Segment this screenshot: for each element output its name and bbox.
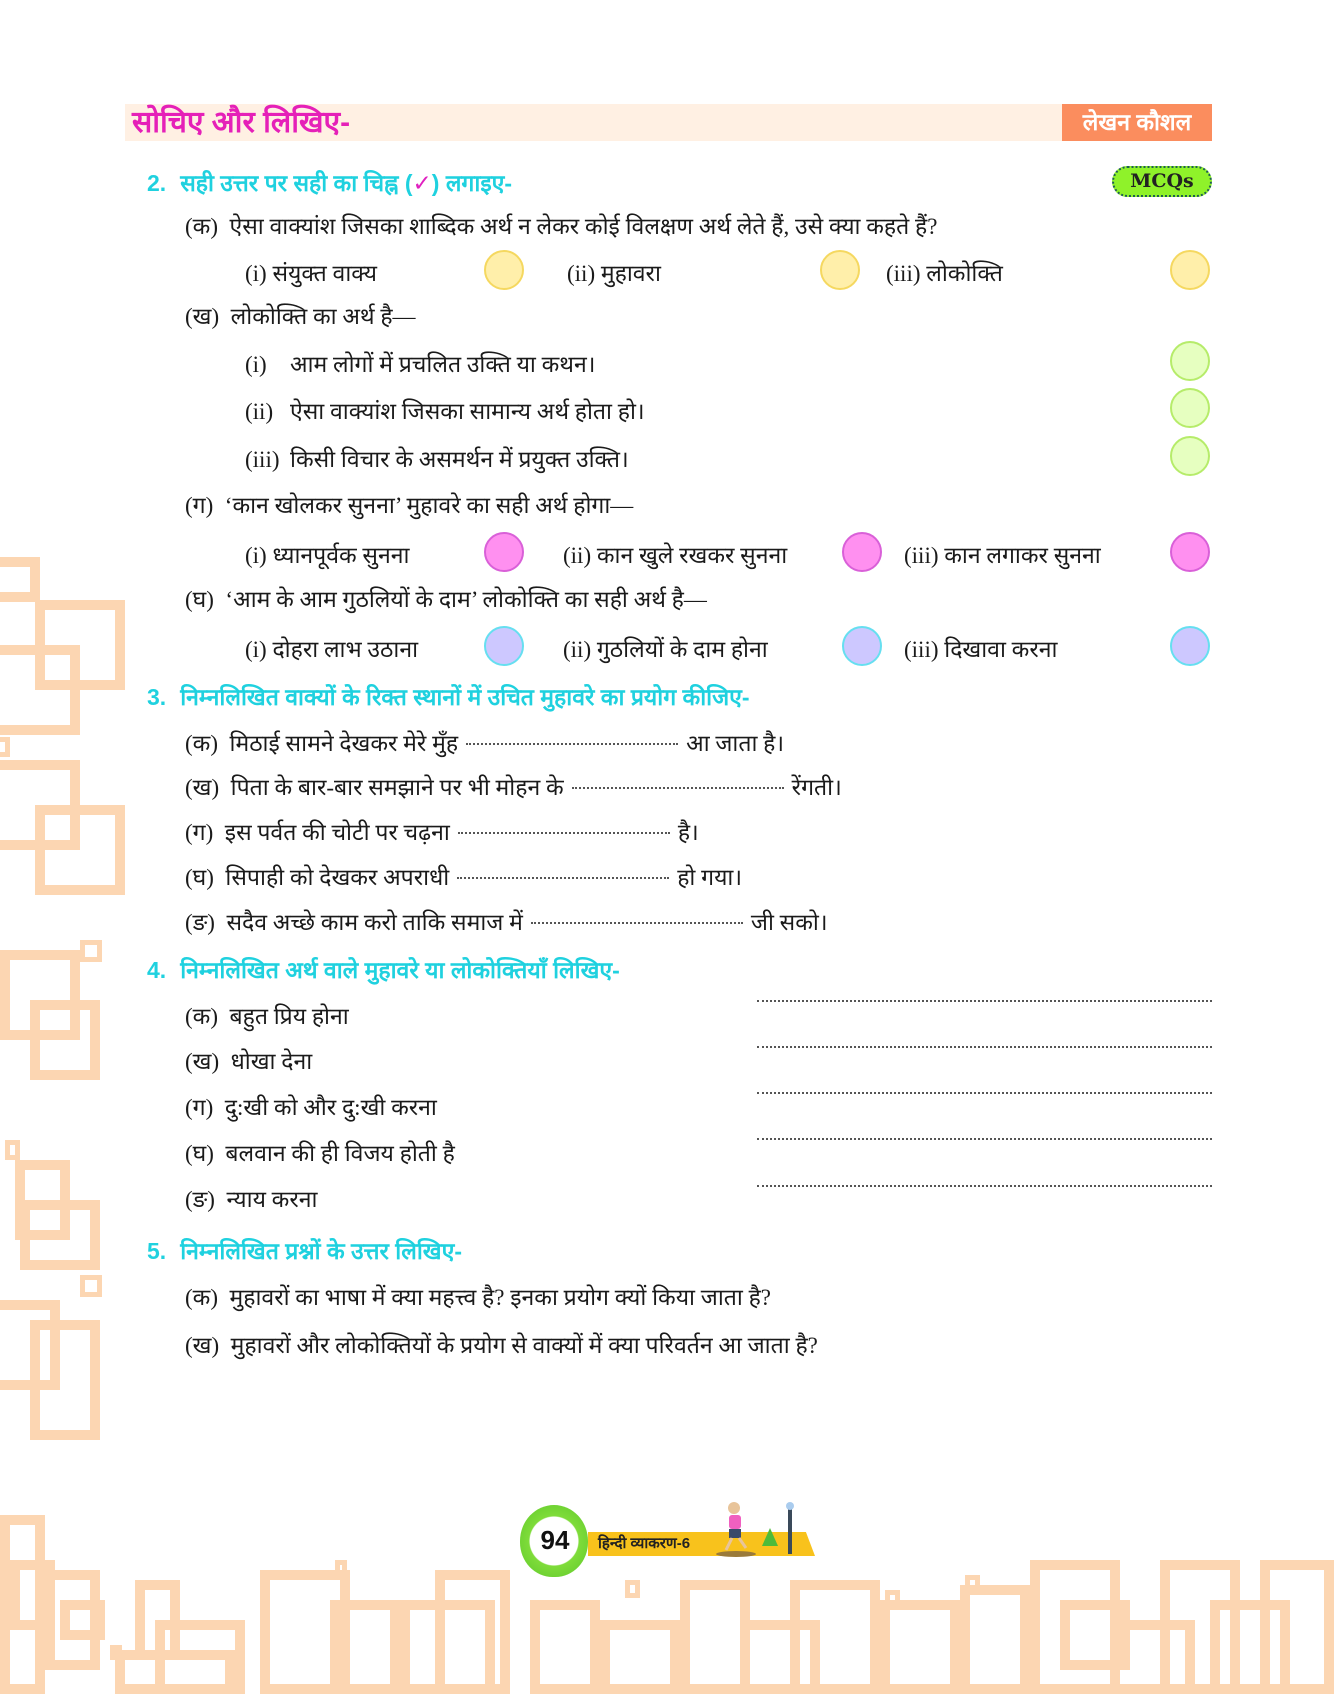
decor-square — [35, 805, 125, 895]
meaning-4c — [185, 1090, 437, 1122]
option-text: आम लोगों में प्रचलित उक्ति या कथन। — [290, 352, 596, 377]
answer-checkbox-2c-iii[interactable] — [1170, 532, 1210, 572]
question-5b — [185, 1328, 818, 1360]
decor-square — [30, 1000, 100, 1080]
option-2a-iii: (iii) लोकोक्ति — [886, 261, 1003, 286]
decor-square — [0, 737, 10, 757]
option-number: (iii) — [245, 447, 280, 472]
option-text: ऐसा वाक्यांश जिसका सामान्य अर्थ होता हो। — [290, 399, 645, 424]
item-label: (ख) — [185, 775, 220, 800]
question-4-heading — [147, 953, 620, 985]
item-label: (ङ) — [185, 910, 215, 935]
blank-input[interactable] — [457, 877, 669, 879]
answer-line-4a[interactable] — [757, 1000, 1212, 1002]
question-number: 4. — [147, 957, 167, 983]
item-text: है। — [677, 820, 699, 845]
blank-input[interactable] — [531, 922, 743, 924]
answer-line-4c[interactable] — [757, 1092, 1212, 1094]
decor-square — [80, 1275, 102, 1297]
option-2c-i: (i) ध्यानपूर्वक सुनना — [245, 543, 410, 568]
fill-blank-3a — [185, 726, 784, 758]
item-text: न्याय करना — [226, 1187, 318, 1212]
item-text: ऐसा वाक्यांश जिसका शाब्दिक अर्थ न लेकर कोई विलक्षण अर्थ लेते हैं, उसे क्या कहते हैं? — [229, 214, 938, 239]
meaning-4b — [185, 1044, 312, 1076]
option-2a-i: (i) संयुक्त वाक्य — [245, 261, 377, 286]
item-text: जी सको। — [750, 910, 828, 935]
option-2b-ii — [245, 394, 645, 426]
item-text: लोकोक्ति का अर्थ है— — [230, 304, 416, 329]
meaning-4e — [185, 1182, 317, 1214]
item-text: सिपाही को देखकर अपराधी — [225, 865, 450, 890]
decor-square — [600, 1620, 680, 1694]
item-text: मिठाई सामने देखकर मेरे मुँह — [229, 731, 459, 756]
option-2c-iii: (iii) कान लगाकर सुनना — [904, 543, 1101, 568]
decor-square — [790, 1580, 880, 1694]
meaning-4a — [185, 999, 349, 1031]
question-3-heading — [147, 680, 750, 712]
decor-square — [335, 1560, 347, 1578]
item-text: मुहावरों और लोकोक्तियों के प्रयोग से वाक्यों में क्या परिवर्तन आ जाता है? — [230, 1333, 818, 1358]
question-2c — [185, 488, 633, 520]
item-text: बलवान की ही विजय होती है — [225, 1141, 455, 1166]
option-2d-i: (i) दोहरा लाभ उठाना — [245, 637, 419, 662]
decor-square — [0, 645, 80, 735]
item-text: मुहावरों का भाषा में क्या महत्त्व है? इनका प्रयोग क्यों किया जाता है? — [229, 1285, 772, 1310]
decor-square — [960, 1585, 1030, 1694]
heading-text: ) लगाइए- — [431, 170, 513, 196]
mcqs-badge: MCQs — [1112, 166, 1212, 197]
option-number: (i) — [245, 352, 267, 377]
option-text: किसी विचार के असमर्थन में प्रयुक्त उक्ति। — [290, 447, 629, 472]
question-2d — [185, 582, 707, 614]
answer-checkbox-2d-iii[interactable] — [1170, 626, 1210, 666]
question-2-heading — [147, 166, 512, 198]
decor-square — [60, 1600, 105, 1640]
option-2d-iii: (iii) दिखावा करना — [904, 637, 1058, 662]
answer-checkbox-2c-ii[interactable] — [842, 532, 882, 572]
item-text: इस पर्वत की चोटी पर चढ़ना — [224, 820, 450, 845]
blank-input[interactable] — [466, 743, 678, 745]
item-label: (ख) — [185, 1049, 220, 1074]
fill-blank-3b — [185, 770, 842, 802]
decor-square — [5, 1140, 20, 1160]
item-label: (ख) — [185, 1333, 220, 1358]
blank-input[interactable] — [572, 787, 784, 789]
item-text: रेंगती। — [791, 775, 842, 800]
fill-blank-3e — [185, 905, 828, 937]
item-label: (क) — [185, 1004, 218, 1029]
section-tag: लेखन कौशल — [1062, 104, 1212, 141]
page-number: 94 — [540, 1525, 570, 1555]
option-2d-ii: (ii) गुठलियों के दाम होना — [563, 637, 768, 662]
decor-square — [1260, 1560, 1334, 1694]
item-label: (घ) — [185, 1141, 214, 1166]
item-label: (ग) — [185, 493, 214, 518]
answer-checkbox-2b-iii[interactable] — [1170, 436, 1210, 476]
question-2b — [185, 299, 416, 331]
item-label: (क) — [185, 214, 218, 239]
answer-line-4d[interactable] — [757, 1138, 1212, 1140]
item-text: बहुत प्रिय होना — [229, 1004, 349, 1029]
question-number: 3. — [147, 684, 167, 710]
answer-checkbox-2b-ii[interactable] — [1170, 388, 1210, 428]
option-2b-iii — [245, 442, 629, 474]
meaning-4d — [185, 1136, 455, 1168]
question-5a — [185, 1280, 771, 1312]
option-2a-ii: (ii) मुहावरा — [567, 261, 661, 286]
answer-checkbox-2a-ii[interactable] — [820, 250, 860, 290]
check-mark-icon: ✓ — [412, 170, 432, 196]
decor-square — [80, 940, 102, 962]
item-text: धोखा देना — [230, 1049, 313, 1074]
heading-text: निम्नलिखित प्रश्नों के उत्तर लिखिए- — [180, 1238, 462, 1264]
question-2a — [185, 209, 937, 241]
decor-square — [330, 1600, 400, 1694]
item-label: (घ) — [185, 587, 214, 612]
option-number: (ii) — [245, 399, 274, 424]
answer-checkbox-2c-i[interactable] — [484, 532, 524, 572]
skateboard-girl-illustration-icon — [712, 1500, 812, 1560]
item-text: हो गया। — [677, 865, 743, 890]
heading-text: निम्नलिखित अर्थ वाले मुहावरे या लोकोक्तियाँ लिखिए- — [180, 957, 620, 983]
item-label: (घ) — [185, 865, 214, 890]
item-text: पिता के बार-बार समझाने पर भी मोहन के — [230, 775, 564, 800]
decor-square — [880, 1600, 960, 1694]
decor-square — [30, 1320, 100, 1440]
item-label: (ङ) — [185, 1187, 215, 1212]
question-number: 5. — [147, 1238, 167, 1264]
decor-square — [530, 1600, 600, 1694]
option-2c-ii: (ii) कान खुले रखकर सुनना — [563, 543, 788, 568]
answer-checkbox-2a-i[interactable] — [484, 250, 524, 290]
blank-input[interactable] — [458, 832, 670, 834]
decor-square — [155, 1620, 245, 1694]
heading-text: सही उत्तर पर सही का चिह्न ( — [180, 170, 413, 196]
item-label: (ग) — [185, 1095, 214, 1120]
question-number: 2. — [147, 170, 167, 196]
answer-checkbox-2a-iii[interactable] — [1170, 250, 1210, 290]
decor-square — [0, 557, 40, 602]
item-text: ‘आम के आम गुठलियों के दाम’ लोकोक्ति का सही अर्थ है— — [225, 587, 707, 612]
option-2b-i — [245, 347, 595, 379]
item-text: ‘कान खोलकर सुनना’ मुहावरे का सही अर्थ होगा— — [224, 493, 634, 518]
fill-blank-3d — [185, 860, 742, 892]
answer-line-4e[interactable] — [757, 1185, 1212, 1187]
item-label: (क) — [185, 1285, 218, 1310]
item-label: (ग) — [185, 820, 214, 845]
book-title: हिन्दी व्याकरण-6 — [598, 1535, 691, 1552]
answer-line-4b[interactable] — [757, 1046, 1212, 1048]
answer-checkbox-2d-i[interactable] — [484, 626, 524, 666]
answer-checkbox-2d-ii[interactable] — [842, 626, 882, 666]
item-text: दु:खी को और दु:खी करना — [224, 1095, 437, 1120]
item-label: (क) — [185, 731, 218, 756]
decor-square — [20, 1200, 100, 1270]
item-text: सदैव अच्छे काम करो ताकि समाज में — [226, 910, 523, 935]
question-5-heading — [147, 1234, 462, 1266]
decor-square — [435, 1570, 510, 1694]
item-text: आ जाता है। — [686, 731, 785, 756]
fill-blank-3c — [185, 815, 699, 847]
item-label: (ख) — [185, 304, 220, 329]
answer-checkbox-2b-i[interactable] — [1170, 341, 1210, 381]
decor-square — [625, 1580, 640, 1598]
heading-text: निम्नलिखित वाक्यों के रिक्त स्थानों में उचित मुहावरे का प्रयोग कीजिए- — [180, 684, 750, 710]
section-title: सोचिए और लिखिए- — [132, 106, 351, 139]
